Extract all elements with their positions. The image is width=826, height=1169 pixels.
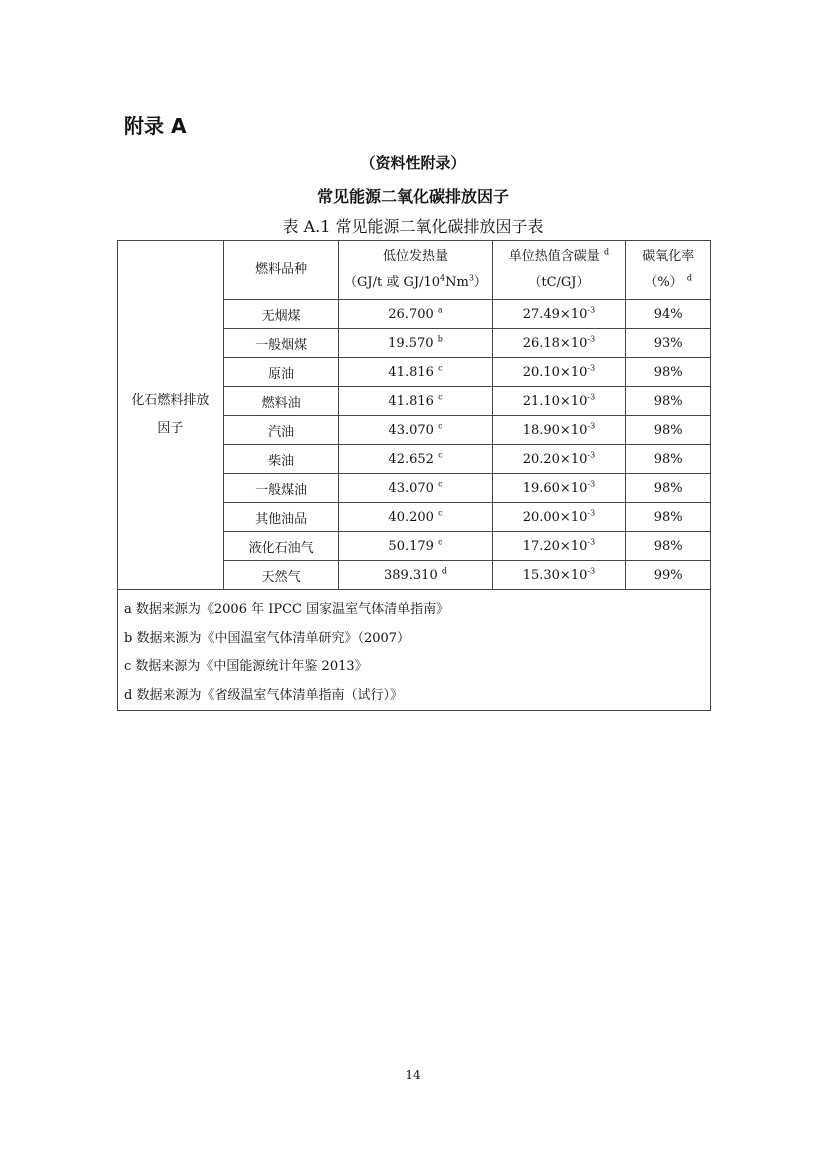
ncv-cell — [339, 358, 492, 387]
oxidation-cell: 98% — [626, 503, 711, 532]
notes-cell — [118, 590, 711, 711]
ncv-note: c — [438, 537, 443, 547]
ncv-cell — [339, 445, 492, 474]
oxidation-cell: 98% — [626, 387, 711, 416]
fuel-cell: 一般煤油 — [223, 474, 339, 503]
carbon-exponent: -3 — [587, 363, 596, 373]
ncv-cell — [339, 387, 492, 416]
ncv-value: 43.070 — [388, 422, 434, 438]
ncv-note: c — [438, 479, 443, 489]
oxidation-cell: 98% — [626, 358, 711, 387]
oxidation-cell: 93% — [626, 329, 711, 358]
carbon-cell — [492, 416, 626, 445]
appendix-heading: 常见能源二氧化碳排放因子 — [316, 187, 509, 206]
header-ncv-line1: 低位发热量 — [382, 249, 448, 264]
ncv-note: c — [438, 421, 443, 431]
ncv-value: 42.652 — [388, 451, 434, 467]
carbon-cell — [492, 532, 626, 561]
header-oxidation — [626, 241, 711, 300]
carbon-value: 26.18×10 — [522, 335, 588, 351]
header-ncv-line2-pre: （GJ/t 或 GJ/10 — [344, 275, 441, 290]
fuel-cell: 天然气 — [223, 561, 339, 590]
fuel-cell: 汽油 — [223, 416, 339, 445]
carbon-cell — [492, 503, 626, 532]
ncv-note: c — [438, 363, 443, 373]
appendix-subtitle: （资料性附录） — [360, 154, 466, 172]
carbon-exponent: -3 — [587, 334, 596, 344]
oxidation-cell: 98% — [626, 416, 711, 445]
ncv-cell — [339, 561, 492, 590]
fuel-cell: 液化石油气 — [223, 532, 339, 561]
carbon-value: 20.00×10 — [522, 509, 588, 525]
ncv-cell — [339, 416, 492, 445]
ncv-note: c — [438, 450, 443, 460]
ncv-note: c — [438, 392, 443, 402]
appendix-title: 附录 A — [124, 114, 187, 138]
carbon-value: 27.49×10 — [522, 306, 588, 322]
carbon-exponent: -3 — [587, 508, 596, 518]
carbon-value: 17.20×10 — [522, 538, 588, 554]
carbon-exponent: -3 — [587, 305, 596, 315]
header-ncv-sup2: 3 — [468, 273, 474, 283]
fuel-cell: 柴油 — [223, 445, 339, 474]
ncv-note: c — [438, 508, 443, 518]
oxidation-cell: 99% — [626, 561, 711, 590]
ncv-value: 41.816 — [388, 393, 434, 409]
oxidation-cell: 98% — [626, 445, 711, 474]
carbon-value: 20.20×10 — [522, 451, 588, 467]
ncv-value: 40.200 — [388, 509, 434, 525]
carbon-exponent: -3 — [587, 479, 596, 489]
fuel-cell: 原油 — [223, 358, 339, 387]
oxidation-cell: 98% — [626, 474, 711, 503]
carbon-cell — [492, 445, 626, 474]
ncv-cell — [339, 329, 492, 358]
oxidation-cell: 98% — [626, 532, 711, 561]
fuel-cell: 其他油品 — [223, 503, 339, 532]
carbon-exponent: -3 — [587, 421, 596, 431]
carbon-value: 21.10×10 — [522, 393, 588, 409]
header-oxidation-sup: d — [686, 273, 692, 283]
ncv-cell — [339, 532, 492, 561]
fuel-cell: 无烟煤 — [223, 300, 339, 329]
category-cell — [118, 241, 224, 590]
ncv-value: 43.070 — [388, 480, 434, 496]
header-oxidation-line1: 碳氧化率 — [642, 249, 695, 264]
footnote: d 数据来源为《省级温室气体清单指南（试行）》 — [124, 687, 403, 703]
table-caption: 表 A.1 常见能源二氧化碳排放因子表 — [282, 217, 544, 236]
ncv-note: d — [441, 566, 447, 576]
table-header-row — [118, 241, 711, 300]
emission-factor-table — [117, 240, 711, 711]
carbon-exponent: -3 — [587, 450, 596, 460]
footnote: b 数据来源为《中国温室气体清单研究》（2007） — [124, 630, 411, 646]
header-ncv — [339, 241, 492, 300]
ncv-note: a — [437, 305, 443, 315]
fuel-cell: 燃料油 — [223, 387, 339, 416]
carbon-exponent: -3 — [587, 392, 596, 402]
carbon-value: 18.90×10 — [522, 422, 588, 438]
ncv-value: 50.179 — [388, 538, 434, 554]
carbon-cell — [492, 329, 626, 358]
notes-row — [118, 590, 711, 711]
carbon-exponent: -3 — [587, 537, 596, 547]
ncv-cell — [339, 300, 492, 329]
carbon-cell — [492, 358, 626, 387]
ncv-cell — [339, 503, 492, 532]
carbon-value: 20.10×10 — [522, 364, 588, 380]
ncv-cell — [339, 474, 492, 503]
oxidation-cell: 94% — [626, 300, 711, 329]
header-carbon-sup: d — [603, 247, 610, 257]
page-number: 14 — [405, 1068, 421, 1082]
carbon-cell — [492, 387, 626, 416]
carbon-exponent: -3 — [587, 566, 596, 576]
carbon-cell — [492, 561, 626, 590]
category-line-1: 化石燃料排放 — [131, 393, 210, 408]
header-fuel: 燃料品种 — [223, 241, 339, 300]
footnote: a 数据来源为《2006 年 IPCC 国家温室气体清单指南》 — [124, 602, 450, 617]
header-carbon-line1: 单位热值含碳量 — [508, 249, 600, 264]
header-oxidation-line2: （%） — [644, 275, 683, 290]
carbon-value: 15.30×10 — [522, 567, 588, 583]
header-carbon-line2: （tC/GJ） — [528, 275, 590, 290]
category-line-2: 因子 — [157, 421, 184, 436]
carbon-cell — [492, 300, 626, 329]
ncv-value: 19.570 — [388, 335, 434, 351]
footnote: c 数据来源为《中国能源统计年鉴 2013》 — [124, 659, 368, 674]
ncv-note: b — [437, 334, 443, 344]
fuel-cell: 一般烟煤 — [223, 329, 339, 358]
ncv-value: 26.700 — [388, 306, 434, 322]
header-carbon — [492, 241, 626, 300]
header-ncv-line2-mid: Nm — [445, 275, 469, 290]
carbon-value: 19.60×10 — [522, 480, 588, 496]
header-ncv-sup1: 4 — [440, 273, 446, 283]
ncv-value: 41.816 — [388, 364, 434, 380]
carbon-cell — [492, 474, 626, 503]
header-ncv-line2-post: ） — [473, 275, 487, 290]
ncv-value: 389.310 — [383, 567, 438, 583]
